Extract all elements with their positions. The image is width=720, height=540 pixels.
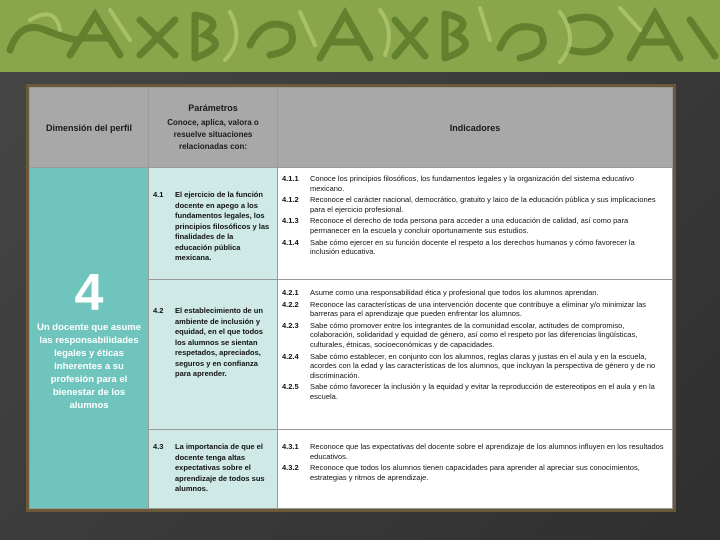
parameter-row-4-1 (30, 168, 673, 280)
indicator-row: 4.2.4 Sabe cómo establecer, en conjunto con los alumnos, reglas claras y justas en el aula y en la escuela, acordes con la edad y las características de los alumnos, que incluyan la perspectiva de género y de no discriminación. (282, 351, 656, 380)
decorative-letters-art (0, 0, 720, 72)
dimension-cell (30, 168, 149, 509)
parameter-text: El ejercicio de la función docente en apego a los fundamentos legales, los principios filosóficos y las finalidades de la educación pública mexicana. (175, 190, 270, 262)
parameter-text: La importancia de que el docente tenga altas expectativas sobre el aprendizaje de todos sus alumnos. (175, 442, 265, 493)
header-row (30, 88, 673, 168)
indicators-cell (278, 430, 673, 509)
indicator-row: 4.2.3 Sabe cómo promover entre los integrantes de la comunidad escolar, actitudes de compromiso, colaboración, solidaridad y equidad de género, así como el respeto por las diferencias lingüísticas, culturales, étnicas, socioeconómicas y de capacidades. (282, 320, 638, 349)
indicator-row: 4.2.1 Asume como una responsabilidad ética y profesional que todos los alumnos aprendan. (282, 288, 599, 297)
indicator-row: 4.1.3 Reconoce el derecho de toda persona para acceder a una educación de calidad, así como para permanecer en la escuela y concluir oportunamente sus estudios. (282, 216, 629, 235)
parameters-title: Parámetros (188, 102, 238, 113)
indicator-row: 4.2.5 Sabe cómo favorecer la inclusión y la equidad y evitar la reproducción de estereotipos en el aula y en la escuela. (282, 382, 655, 401)
header-parameters (149, 88, 278, 168)
indicators-cell (278, 168, 673, 280)
decorative-letters-banner (0, 0, 720, 72)
parameter-number: 4.1 (153, 190, 164, 199)
header-dimension: Dimensión del perfil (30, 88, 149, 168)
indicator-row: 4.2.2 Reconoce las características de una intervención docente que contribuye a eliminar y/o minimizar las barreras para el aprendizaje que pueden enfrentar los alumnos. (282, 299, 647, 319)
parameter-number: 4.3 (153, 442, 164, 451)
parameter-cell (149, 168, 278, 280)
dimension-text: Un docente que asume las responsabilidades legales y éticas inherentes a su profesión para el bienestar de los alumnos (37, 321, 141, 411)
parameters-subtitle: Conoce, aplica, valora o resuelve situaciones relacionadas con: (167, 117, 259, 151)
parameter-text: El establecimiento de un ambiente de inclusión y equidad, en el que todos los alumnos se sientan respetados, apreciados, seguros y en confianza para aprender. (175, 306, 263, 378)
indicators-cell (278, 280, 673, 430)
parameter-cell (149, 430, 278, 509)
table-frame (26, 84, 676, 512)
indicator-row: 4.1.2 Reconoce el carácter nacional, democrático, gratuito y laico de la educación pública y sus implicaciones para el ejercicio profesional. (282, 195, 656, 214)
dimension-number: 4 (74, 263, 104, 322)
parameter-number: 4.2 (153, 306, 164, 315)
indicator-row: 4.1.1 Conoce los principios filosóficos, los fundamentos legales y la organización del sistema educativo mexicano. (282, 174, 634, 193)
parameter-cell (149, 280, 278, 430)
header-indicators: Indicadores (278, 88, 673, 168)
indicator-row: 4.1.4 Sabe cómo ejercer en su función docente el respeto a los derechos humanos y cómo favorecer la inclusión educativa. (282, 237, 635, 257)
indicator-row: 4.3.1 Reconoce que las expectativas del docente sobre el aprendizaje de los alumnos influyen en los resultados educativos. (282, 442, 664, 461)
indicator-row: 4.3.2 Reconoce que todos los alumnos tienen capacidades para aprender al apreciar sus conocimientos, estrategias y ritmos de aprendizaje. (282, 463, 640, 482)
profile-table (29, 87, 673, 509)
